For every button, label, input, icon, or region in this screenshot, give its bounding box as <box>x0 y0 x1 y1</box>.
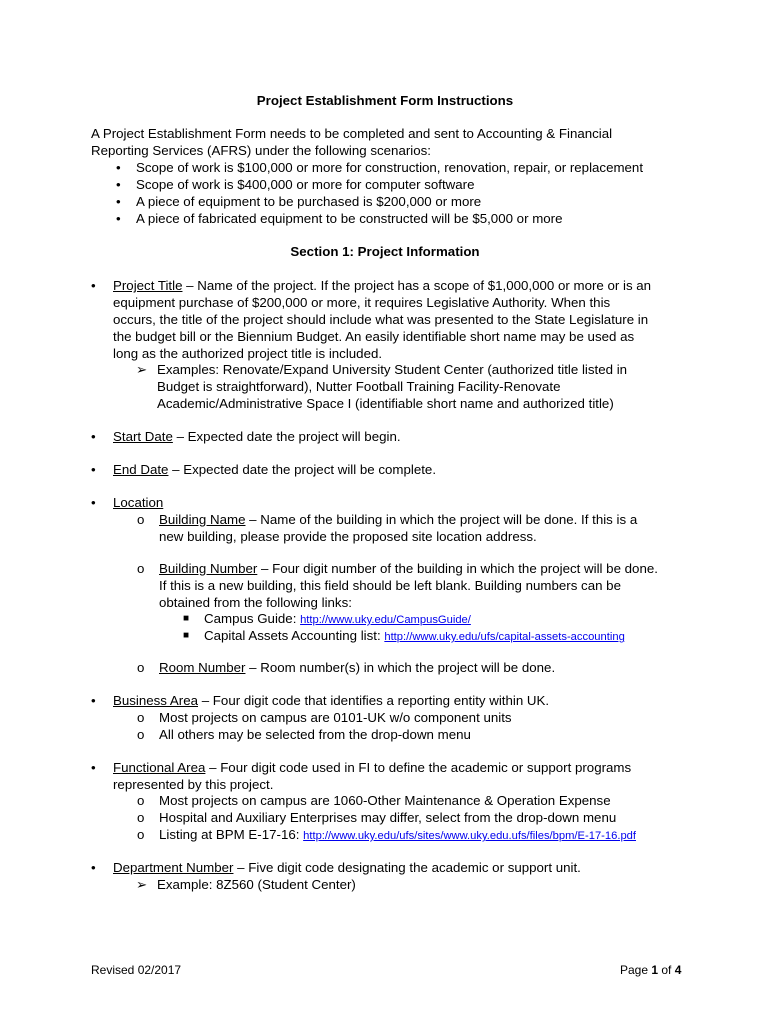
footer-page-number <box>620 962 681 979</box>
intro-line-2: Reporting Services (AFRS) under the following scenarios: <box>91 143 431 158</box>
business-area-text: – Four digit code that identifies a reporting entity within UK. <box>198 693 550 708</box>
start-date-text: – Expected date the project will begin. <box>172 429 401 444</box>
room-number-item <box>159 660 555 677</box>
project-title-line-5: long as the authorized project title is included. <box>113 346 383 361</box>
end-date-item <box>113 462 436 479</box>
functional-area-sub-2: Hospital and Auxiliary Enterprises may differ, select from the drop-down menu <box>159 810 617 825</box>
bullet-icon: • <box>91 760 96 775</box>
project-title-label: Project Title <box>113 278 183 293</box>
scenario-item: A piece of equipment to be purchased is $200,000 or more <box>136 194 482 209</box>
bullet-icon: • <box>116 194 121 209</box>
building-name-line-1 <box>159 512 637 529</box>
project-title-line-2: equipment purchase of $200,000 or more, it requires Legislative Authority. When this <box>113 295 611 310</box>
location-label-text: Location <box>113 495 164 510</box>
circle-bullet-icon: o <box>137 660 145 675</box>
department-number-text: – Five digit code designating the academic or support unit. <box>233 860 581 875</box>
capital-assets-label: Capital Assets Accounting list: <box>204 628 385 643</box>
circle-bullet-icon: o <box>137 561 145 576</box>
project-title-line-4: the budget bill or the Biennium Budget. An easily identifiable short name may be used as <box>113 329 635 344</box>
bullet-icon: • <box>91 462 96 477</box>
circle-bullet-icon: o <box>137 810 145 825</box>
business-area-item <box>113 693 549 710</box>
page-title: Project Establishment Form Instructions <box>256 93 514 108</box>
bullet-icon: • <box>91 495 96 510</box>
arrow-bullet-icon: ➢ <box>136 362 148 377</box>
capital-assets-item <box>204 628 625 646</box>
building-name-text: – Name of the building in which the project will be done. If this is a <box>245 512 638 527</box>
functional-area-label: Functional Area <box>113 760 206 775</box>
example-line-1: Examples: Renovate/Expand University Student Center (authorized title listed in <box>157 362 628 377</box>
building-number-line-1 <box>159 561 658 578</box>
square-bullet-icon: ■ <box>183 630 190 641</box>
start-date-label: Start Date <box>113 429 173 444</box>
project-title-line-3: occurs, the title of the project should include what was presented to the State Legislature in <box>113 312 649 327</box>
campus-guide-label: Campus Guide: <box>204 611 301 626</box>
functional-area-sub-3 <box>159 827 636 845</box>
square-bullet-icon: ■ <box>183 613 190 624</box>
end-date-text: – Expected date the project will be complete. <box>168 462 437 477</box>
section-heading: Section 1: Project Information <box>290 244 480 259</box>
building-number-line-2: If this is a new building, this field should be left blank. Building numbers can be <box>159 578 621 593</box>
bullet-icon: • <box>116 177 121 192</box>
circle-bullet-icon: o <box>137 512 145 527</box>
bullet-icon: • <box>116 160 121 175</box>
campus-guide-link[interactable]: http://www.uky.edu/CampusGuide/ <box>300 614 471 626</box>
functional-area-line-2: represented by this project. <box>113 777 274 792</box>
bullet-icon: • <box>91 860 96 875</box>
department-number-label: Department Number <box>113 860 234 875</box>
room-number-text: – Room number(s) in which the project will be done. <box>245 660 556 675</box>
footer-revised: Revised 02/2017 <box>91 963 182 977</box>
example-line-3: Academic/Administrative Space I (identifiable short name and authorized title) <box>157 396 614 411</box>
circle-bullet-icon: o <box>137 727 145 742</box>
bpm-listing-link[interactable]: http://www.uky.edu/ufs/sites/www.uky.edu.ufs/files/bpm/E-17-16.pdf <box>303 830 636 842</box>
circle-bullet-icon: o <box>137 793 145 808</box>
bullet-icon: • <box>91 693 96 708</box>
campus-guide-item <box>204 611 471 629</box>
building-number-label: Building Number <box>159 561 258 576</box>
arrow-bullet-icon: ➢ <box>136 877 148 892</box>
page-word: Page <box>620 963 652 977</box>
example-line-2: Budget is straightforward), Nutter Football Training Facility-Renovate <box>157 379 561 394</box>
project-title-line-1 <box>113 278 651 295</box>
of-word: of <box>658 963 675 977</box>
business-area-label: Business Area <box>113 693 199 708</box>
circle-bullet-icon: o <box>137 710 145 725</box>
start-date-item <box>113 429 401 446</box>
bullet-icon: • <box>91 429 96 444</box>
scenario-item: A piece of fabricated equipment to be constructed will be $5,000 or more <box>136 211 563 226</box>
scenario-item: Scope of work is $400,000 or more for computer software <box>136 177 475 192</box>
functional-area-sub-1: Most projects on campus are 1060-Other Maintenance & Operation Expense <box>159 793 611 808</box>
business-area-sub-2: All others may be selected from the drop-down menu <box>159 727 471 742</box>
functional-area-text: – Four digit code used in FI to define the academic or support programs <box>205 760 632 775</box>
building-number-line-3: obtained from the following links: <box>159 595 352 610</box>
project-title-text: – Name of the project. If the project has a scope of $1,000,000 or more or is an <box>182 278 652 293</box>
scenario-item: Scope of work is $100,000 or more for construction, renovation, repair, or replacement <box>136 160 644 175</box>
building-name-label: Building Name <box>159 512 246 527</box>
building-number-text: – Four digit number of the building in which the project will be done. <box>257 561 658 576</box>
department-number-item <box>113 860 581 877</box>
location-label <box>113 495 163 512</box>
bullet-icon: • <box>116 211 121 226</box>
functional-area-line-1 <box>113 760 631 777</box>
department-example: Example: 8Z560 (Student Center) <box>157 877 356 892</box>
page-current: 1 <box>651 963 659 977</box>
bullet-icon: • <box>91 278 96 293</box>
end-date-label: End Date <box>113 462 169 477</box>
capital-assets-link[interactable]: http://www.uky.edu/ufs/capital-assets-accounting <box>384 631 625 643</box>
business-area-sub-1: Most projects on campus are 0101-UK w/o component units <box>159 710 512 725</box>
bpm-listing-label: Listing at BPM E-17-16: <box>159 827 304 842</box>
intro-line-1: A Project Establishment Form needs to be completed and sent to Accounting & Financial <box>91 126 613 141</box>
page-total: 4 <box>674 963 682 977</box>
room-number-label: Room Number <box>159 660 246 675</box>
circle-bullet-icon: o <box>137 827 145 842</box>
building-name-line-2: new building, please provide the proposed site location address. <box>159 529 537 544</box>
